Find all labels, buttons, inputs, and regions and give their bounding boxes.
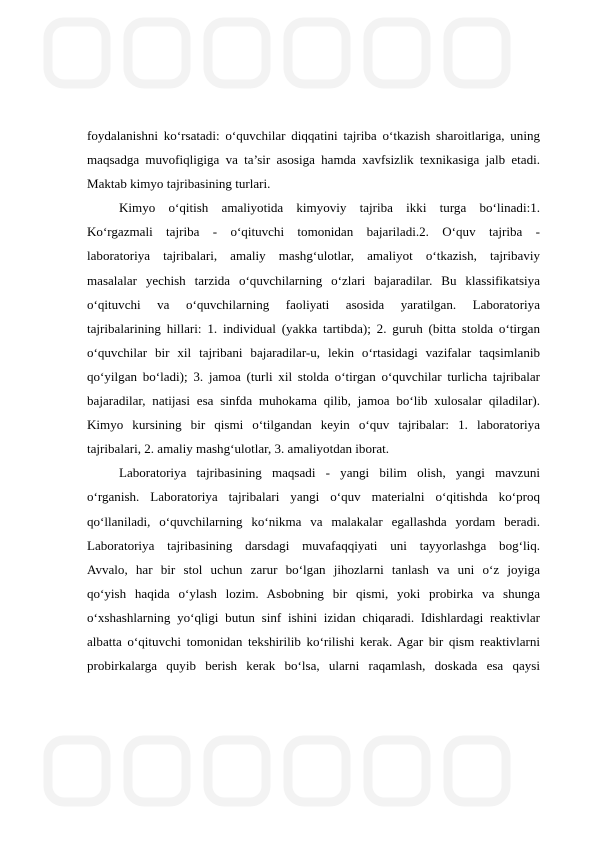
text-line: Maktab kimyo tajribasining turlari. [87,176,271,192]
document-body [87,124,540,678]
text-line: foydalanishni ko‘rsatadi: o‘quvchilar diqqatini tajriba o‘tkazish sharoitlariga, uning [87,128,540,143]
text-line: Laboratoriya tajribasining maqsadi - yangi bilim olish, yangi mavzuni [119,465,540,481]
text-line: Kimyo kursining bir qismi o‘tilgandan keyin o‘quv tajribalar: 1. laboratoriya [87,417,540,433]
text-line: Ko‘rgazmali tajriba - o‘qituvchi tomonidan bajariladi.2. O‘quv tajriba - [87,224,540,240]
text-line: laboratoriya tajribalari, amaliy mashg‘ulotlar, amaliyot o‘tkazish, tajribaviy [87,248,540,264]
text-line: o‘rganish. Laboratoriya tajribalari yangi o‘quv materialni o‘qitishda ko‘proq [87,489,540,505]
paragraph-3 [87,461,540,678]
text-line: albatta o‘qituvchi tomonidan tekshirilib ko‘rilishi kerak. Agar bir qism reaktivlarni [87,633,540,649]
text-line: qo‘yilgan bo‘ladi); 3. jamoa (turli xil stolda o‘tirgan o‘quvchilar turlicha tajribalar [87,368,540,384]
paragraph-1 [87,124,540,196]
text-line: qo‘llaniladi, o‘quvchilarning ko‘nikma va malakalar egallashda yordam beradi. [87,513,540,529]
text-line: Laboratoriya tajribasining darsdagi muvafaqqiyati uni tayyorlashga bog‘liq. [87,537,540,553]
text-line: o‘quvchilar bir xil tajribani bajaradilar-u, lekin o‘rtasidagi vazifalar taqsimlanib [87,344,540,360]
text-line: Avvalo, har bir stol uchun zarur bo‘lgan jihozlarni tanlash va uni o‘z joyiga [87,561,540,577]
text-line: maqsadga muvofiqligiga va ta’sir asosiga hamda xavfsizlik texnikasiga jalb etadi. [87,152,540,168]
paragraph-2 [87,196,540,461]
text-line: masalalar yechish tarzida o‘quvchilarning o‘zlari bajaradilar. Bu klassifikatsiya [87,272,540,288]
text-line: probirkalarga quyib berish kerak bo‘lsa, ularni raqamlash, doskada esa qaysi [87,658,540,674]
text-line: o‘qituvchi va o‘quvchilarning faoliyati asosida yaratilgan. Laboratoriya [87,296,540,312]
text-line: Kimyo o‘qitish amaliyotida kimyoviy tajriba ikki turga bo‘linadi:1. [119,200,540,216]
text-line: tajribalari, 2. amaliy mashg‘ulotlar, 3. amaliyotdan iborat. [87,441,390,457]
text-line: qo‘yish haqida o‘ylash lozim. Asbobning bir qismi, yoki probirka va shunga [87,585,540,601]
text-line: o‘xshashlarning yo‘qligi butun sinf ishini izidan chiqaradi. Idishlardagi reaktivlar [87,609,540,625]
text-line: tajribalarining hillari: 1. individual (yakka tartibda); 2. guruh (bitta stolda o‘tirgan [87,320,540,336]
text-line: bajaradilar, natijasi esa sinfda muhokama qilib, jamoa bo‘lib xulosalar qiladilar). [87,393,540,409]
